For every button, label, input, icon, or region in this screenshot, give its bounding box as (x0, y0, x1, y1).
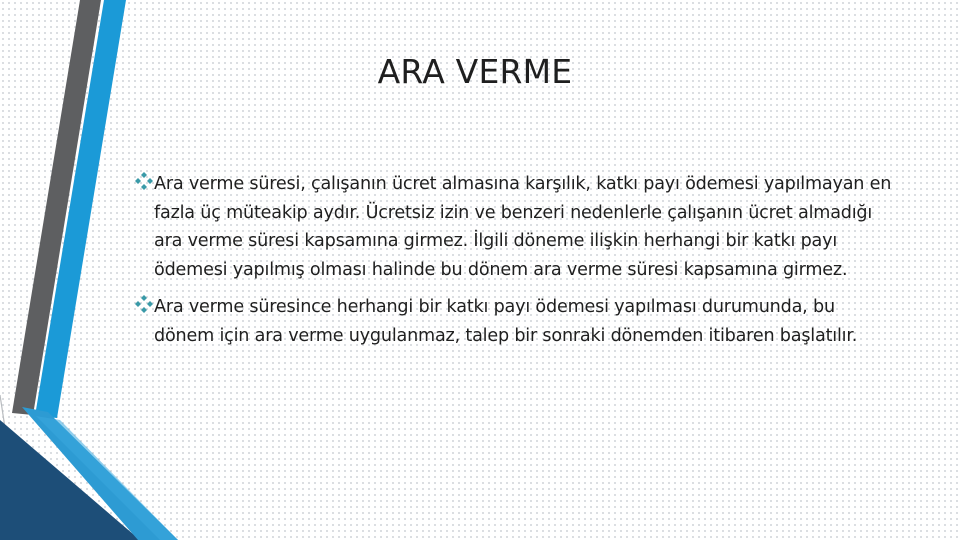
slide-title: ARA VERME (377, 52, 573, 91)
stripe-dark-gray (12, 0, 101, 415)
bullet-text: Ara verme süresince herhangi bir katkı payı ödemesi yapılması durumunda, bu dönem için ara verme uygulanmaz, talep bir sonraki dönemden itibaren başlatılır. (154, 297, 858, 346)
bullet-list (135, 170, 895, 360)
stripe-blue-highlight (36, 416, 178, 540)
bullet-item (135, 293, 895, 350)
diamond-cluster-icon (133, 293, 155, 315)
stripe-blue-band (22, 407, 178, 540)
diamond-cluster-icon (133, 170, 155, 192)
stripe-navy-triangle (0, 420, 140, 540)
stripe-bright-blue (35, 0, 126, 418)
bullet-item (135, 170, 895, 284)
bullet-text: Ara verme süresi, çalışanın ücret almasına karşılık, katkı payı ödemesi yapılmayan en fazla üç müteakip aydır. Ücretsiz izin ve benzeri nedenlerle çalışanın ücret almadığı ara verme süresi kapsamına girmez. İlgili döneme ilişkin herhangi bir katkı payı ödemesi yapılmış olması halinde bu dönem ara verme süresi kapsamına girmez. (154, 174, 892, 280)
stripe-thin-line (0, 395, 22, 540)
